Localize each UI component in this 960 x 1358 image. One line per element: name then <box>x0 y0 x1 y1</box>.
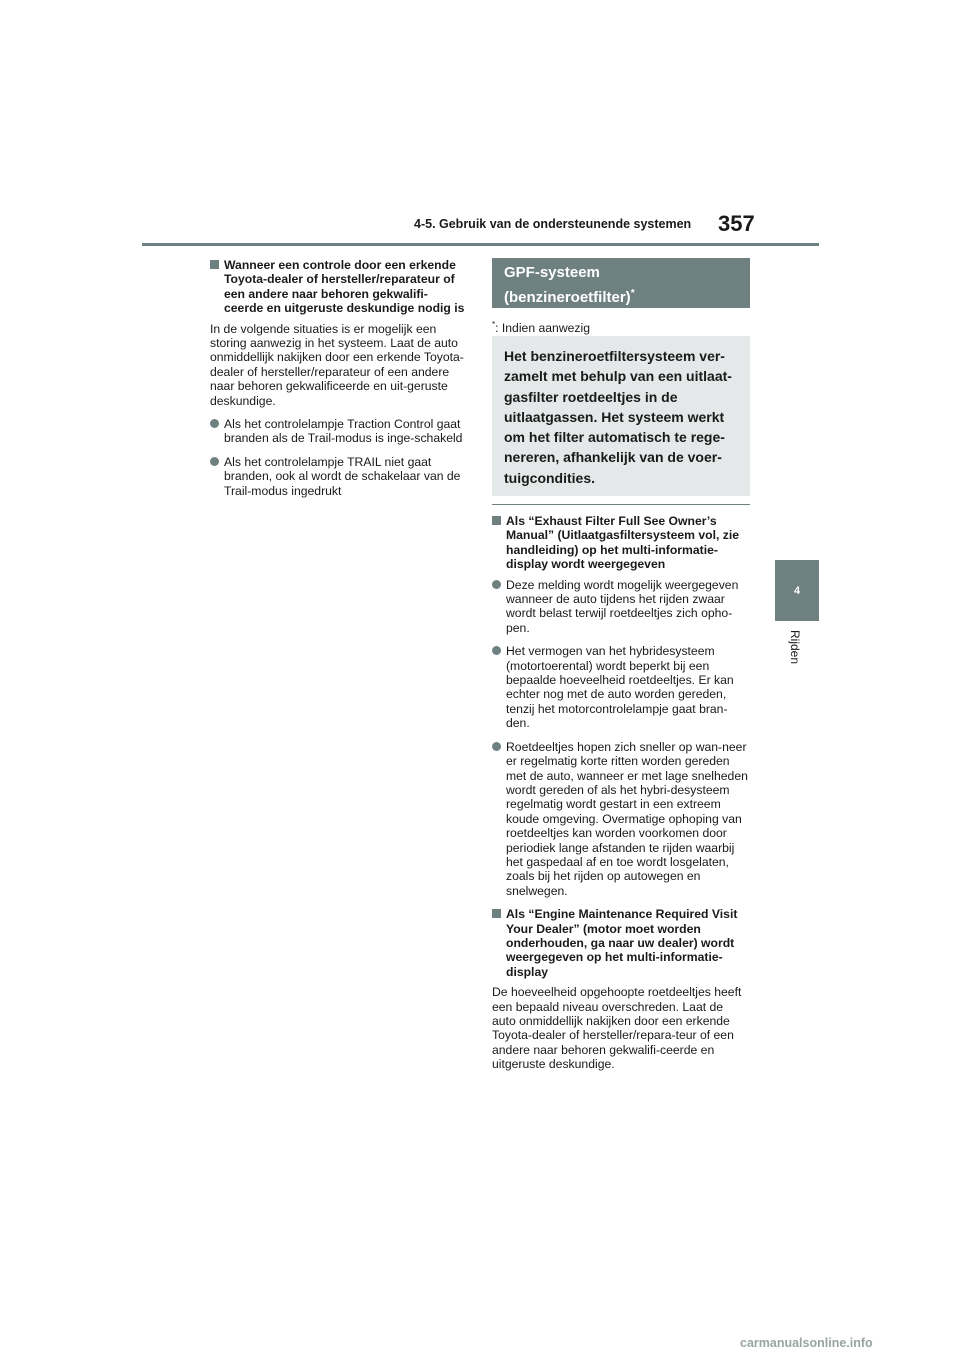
header-rule <box>142 243 819 246</box>
gpf-title-box <box>492 258 750 308</box>
circle-bullet-icon <box>210 457 219 466</box>
footnote-text: : Indien aanwezig <box>495 321 590 336</box>
square-bullet-icon <box>492 516 501 525</box>
right-column <box>492 514 750 1081</box>
page-number: 357 <box>718 211 755 236</box>
paragraph: In de volgende situaties is er mogelijk een storing aanwezig in het systeem. Laat de auto onmiddellijk nakijken door een erkende Toyota-dealer of hersteller/reparateur of een andere naar behoren gekwalificeerde en uit-geruste deskundige. <box>210 321 464 408</box>
list-item-text: Roetdeeltjes hopen zich sneller op wan-neer er regelmatig korte ritten worden gereden met de auto, wanneer er met lage snelheden wordt gereden of als het hybri-desysteem regelmatig wordt gestart in een extreem koude omgeving. Overmatige ophoping van roetdeeltjes kan worden voorkomen door periodiek lange afstanden te rijden waarbij het gaspedaal af en toe wordt losgelaten, zoals bij het rijden op autowegen en snelwegen. <box>506 739 748 898</box>
list-item <box>492 740 750 898</box>
list-item <box>492 644 750 730</box>
list-item <box>210 417 466 446</box>
chapter-number: 4 <box>793 584 801 597</box>
section-heading-dealer-check <box>210 258 466 316</box>
list-item <box>210 455 466 498</box>
list-item-text: Als het controlelampje TRAIL niet gaat branden, ook al wordt de schakelaar van de Trail-modus ingedrukt <box>224 454 461 498</box>
list-item <box>492 578 750 636</box>
circle-bullet-icon <box>492 742 501 751</box>
section-heading-exhaust-filter-full <box>492 514 750 572</box>
summary-divider <box>492 504 750 505</box>
footnote-mark: * <box>492 320 496 329</box>
square-bullet-icon <box>210 260 219 269</box>
chapter-label: Rijden <box>788 630 802 665</box>
gpf-title-line1: GPF-systeem <box>504 264 600 281</box>
paragraph: De hoeveelheid opgehoopte roetdeeltjes heeft een bepaald niveau overschreden. Laat de auto onmiddellijk nakijken door een erkende Toyota-dealer of hersteller/repara-teur of een andere naar behoren gekwalifi-ceerde en uitgeruste deskundige. <box>492 985 742 1072</box>
circle-bullet-icon <box>210 419 219 428</box>
watermark[interactable]: carmanualsonline.info <box>740 1336 873 1350</box>
circle-bullet-icon <box>492 646 501 655</box>
gpf-title-text: (benzineroetfilter) <box>504 289 631 306</box>
chapter-tab[interactable] <box>775 560 819 621</box>
section-heading-text: Wanneer een controle door een erkende Toyota-dealer of hersteller/reparateur of een andere naar behoren gekwalifi-ceerde en uitgeruste deskundige nodig is <box>224 258 465 316</box>
gpf-title-mark: * <box>630 288 635 299</box>
section-heading-engine-maintenance <box>492 907 750 979</box>
section-header-title: 4-5. Gebruik van de ondersteunende systemen <box>414 217 692 231</box>
gpf-summary-box: Het benzineroetfiltersysteem ver-zamelt met behulp van een uitlaat-gasfilter roetdeeltjes in de uitlaatgassen. Het systeem werkt om het filter automatisch te rege-nereren, afhankelijk van de voer-tuigcondities. <box>492 336 750 496</box>
section-heading-text: Als “Engine Maintenance Required Visit Your Dealer” (motor moet worden onderhouden, ga naar uw dealer) wordt weergegeven op het multi-informatie-display <box>506 907 738 979</box>
circle-bullet-icon <box>492 580 501 589</box>
list-item-text: Als het controlelampje Traction Control gaat branden als de Trail-modus is inge-schakeld <box>224 417 463 446</box>
square-bullet-icon <box>492 909 501 918</box>
gpf-title-line2 <box>504 283 738 308</box>
list-item-text: Deze melding wordt mogelijk weergegeven wanneer de auto tijdens het rijden zwaar wordt belast terwijl roetdeeltjes zich opho-pen. <box>506 577 739 635</box>
left-column <box>210 258 466 507</box>
section-heading-text: Als “Exhaust Filter Full See Owner’s Manual” (Uitlaatgasfiltersysteem vol, zie handleiding) op het multi-informatie-display wordt weergegeven <box>506 514 739 572</box>
list-item-text: Het vermogen van het hybridesysteem (motortoerental) wordt beperkt bij een bepaalde hoeveelheid roetdeeltjes. Er kan echter nog met de auto worden gereden, tenzij het motorcontrolelampje gaat bran-den. <box>506 644 734 731</box>
footnote <box>492 320 750 335</box>
